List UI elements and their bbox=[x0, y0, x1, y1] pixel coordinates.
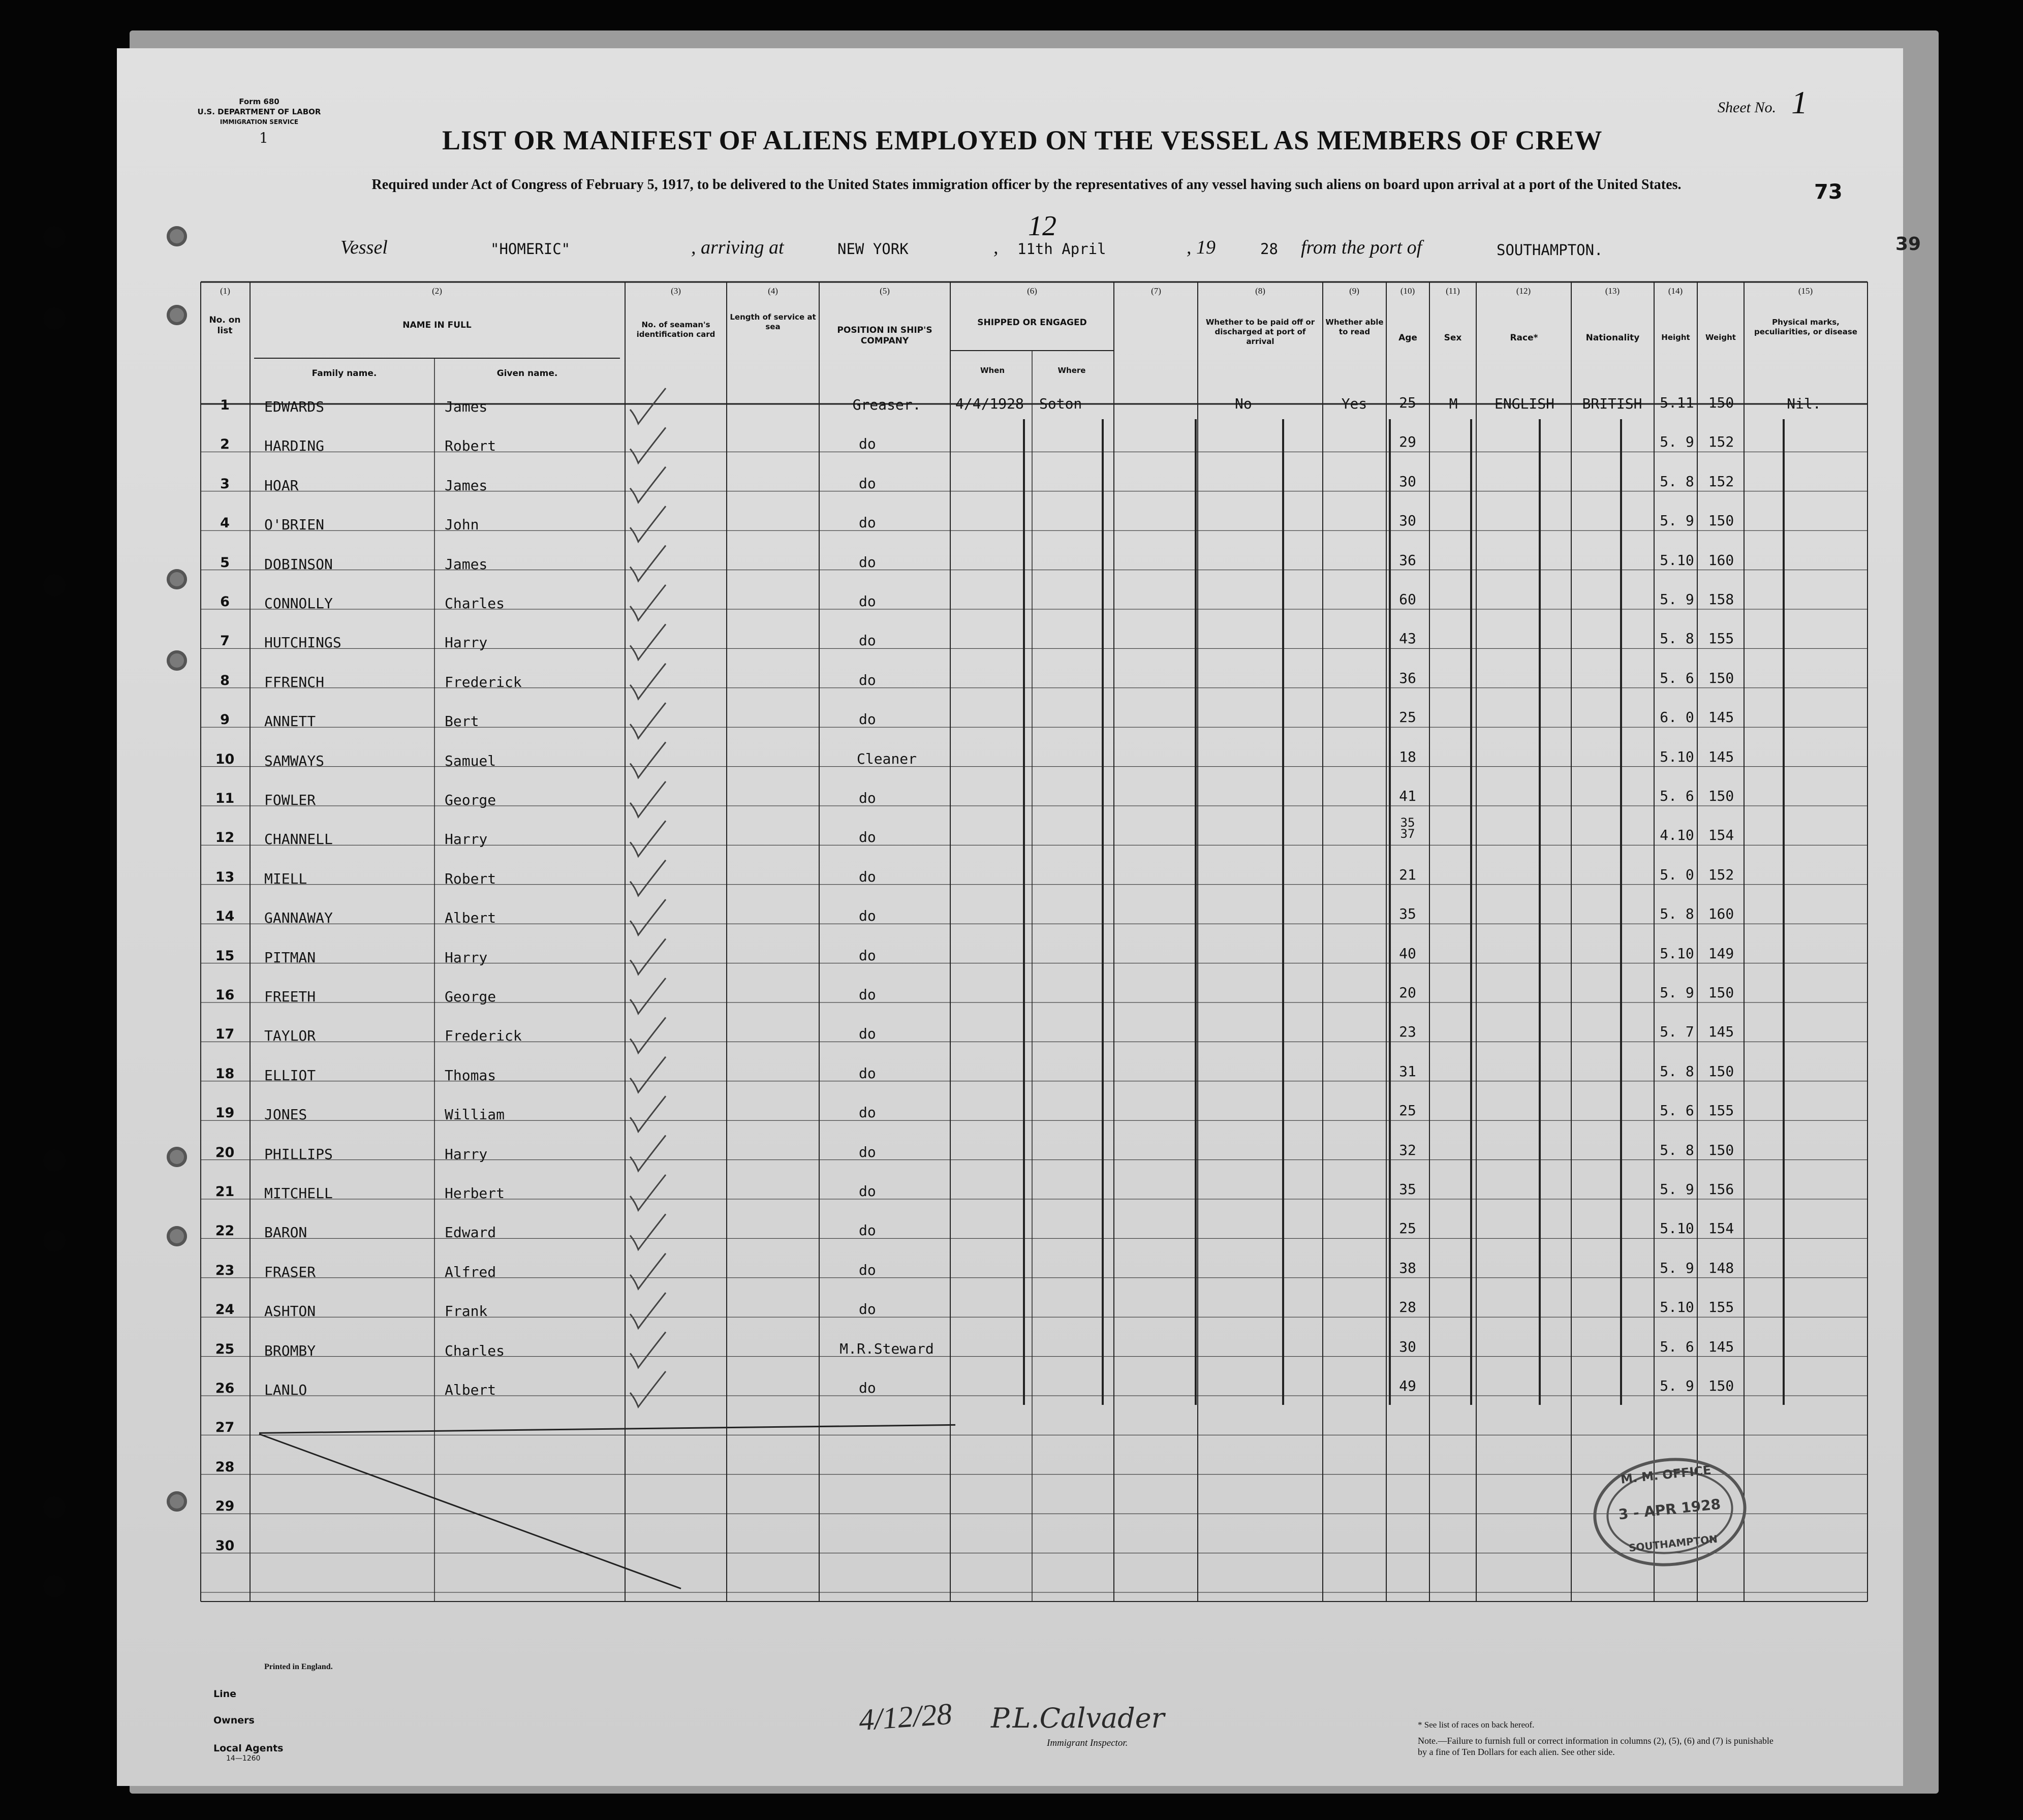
family-name-cell: BROMBY bbox=[264, 1342, 316, 1359]
column-number: (8) bbox=[1255, 286, 1265, 296]
physical-marks-cell: Nil. bbox=[1787, 395, 1821, 412]
given-name-cell: Thomas bbox=[445, 1066, 496, 1084]
checkmark-icon bbox=[630, 1057, 666, 1092]
family-name-cell: EDWARDS bbox=[264, 398, 325, 415]
height-cell: 5. 6 bbox=[1660, 788, 1694, 804]
age-cell: 25 bbox=[1399, 1102, 1416, 1119]
weight-cell: 152 bbox=[1708, 473, 1734, 490]
height-cell: 5. 9 bbox=[1660, 1259, 1694, 1276]
given-name-cell: James bbox=[445, 555, 488, 573]
age-cell: 30 bbox=[1399, 512, 1416, 529]
row-number: 23 bbox=[215, 1262, 235, 1278]
checkmark-icon bbox=[630, 860, 666, 896]
row-number: 28 bbox=[215, 1459, 235, 1475]
column-number: (3) bbox=[671, 286, 681, 296]
column-number: (14) bbox=[1668, 286, 1683, 296]
family-name-cell: HOAR bbox=[264, 477, 299, 494]
row-number: 14 bbox=[215, 908, 235, 925]
header-id-card: No. of seaman's identification card bbox=[636, 320, 715, 339]
checkmark-icon bbox=[630, 939, 666, 975]
arrival-date: 11th April bbox=[1017, 240, 1106, 258]
margin-mark: 1 bbox=[259, 130, 268, 146]
when-cell: 4/4/1928 bbox=[955, 395, 1024, 412]
position-cell: do bbox=[859, 632, 876, 649]
position-cell: Cleaner bbox=[856, 750, 917, 767]
height-cell: 5. 9 bbox=[1660, 433, 1694, 451]
given-name-cell: George bbox=[445, 792, 496, 808]
header-when: When bbox=[980, 366, 1005, 375]
position-cell: do bbox=[859, 1104, 876, 1121]
height-cell: 5. 8 bbox=[1660, 473, 1694, 490]
weight-cell: 155 bbox=[1708, 1102, 1734, 1119]
owners-label: Owners bbox=[213, 1715, 255, 1726]
header-family-name: Family name. bbox=[312, 368, 377, 379]
family-name-cell: PITMAN bbox=[264, 949, 316, 966]
penalty-note: Note.—Failure to furnish full or correct information in columns (2), (5), (6) and (7) is punishable by a fine of Ten Dollars for each alien. See other side. bbox=[1418, 1736, 1773, 1757]
height-cell: 5. 9 bbox=[1660, 512, 1694, 529]
column-number: (13) bbox=[1605, 286, 1620, 296]
weight-cell: 150 bbox=[1708, 1062, 1734, 1080]
row-number: 5 bbox=[220, 554, 230, 571]
age-cell: 20 bbox=[1399, 984, 1416, 1001]
row-number: 7 bbox=[220, 633, 230, 649]
weight-cell: 150 bbox=[1708, 788, 1734, 804]
age-cell: 30 bbox=[1399, 473, 1416, 490]
header-race: Race* bbox=[1510, 333, 1538, 343]
binder-hole bbox=[43, 1575, 66, 1597]
given-name-cell: Harry bbox=[445, 1145, 488, 1163]
row-number: 12 bbox=[215, 830, 235, 846]
arrival-port: NEW YORK bbox=[837, 240, 909, 258]
family-name-cell: BARON bbox=[264, 1224, 307, 1241]
row-number: 22 bbox=[215, 1223, 235, 1239]
height-cell: 5. 0 bbox=[1660, 866, 1694, 883]
row-number: 10 bbox=[215, 751, 235, 767]
height-cell: 5. 9 bbox=[1660, 591, 1694, 608]
position-cell: M.R.Steward bbox=[839, 1340, 934, 1357]
checkmark-icon bbox=[630, 427, 666, 463]
height-cell: 5. 7 bbox=[1660, 1023, 1694, 1041]
form-number: Form 680 bbox=[239, 97, 279, 106]
age-cell: 36 bbox=[1399, 551, 1416, 569]
column-number: (2) bbox=[432, 286, 442, 296]
row-number: 2 bbox=[220, 436, 230, 453]
column-number: (10) bbox=[1400, 286, 1415, 296]
height-cell: 5.10 bbox=[1660, 748, 1694, 765]
family-name-cell: HUTCHINGS bbox=[264, 634, 341, 651]
page-title: LIST OR MANIFEST OF ALIENS EMPLOYED ON THE VESSEL AS MEMBERS OF CREW bbox=[442, 125, 1603, 155]
weight-cell: 154 bbox=[1708, 1220, 1734, 1237]
age-cell: 30 bbox=[1399, 1338, 1416, 1355]
given-name-cell: George bbox=[445, 988, 496, 1005]
manifest-sheet bbox=[117, 48, 1921, 1786]
checkmark-icon bbox=[630, 1253, 666, 1289]
column-number: (5) bbox=[880, 286, 890, 296]
given-name-cell: Frederick bbox=[445, 673, 522, 691]
row-number: 30 bbox=[215, 1537, 235, 1554]
binder-hole bbox=[43, 226, 66, 248]
weight-cell: 150 bbox=[1708, 512, 1734, 529]
position-cell: do bbox=[859, 868, 876, 885]
position-cell: Greaser. bbox=[852, 396, 921, 413]
age-cell: 36 bbox=[1399, 669, 1416, 686]
row-number: 13 bbox=[215, 869, 235, 885]
family-name-cell: ELLIOT bbox=[264, 1066, 316, 1084]
column-number: (6) bbox=[1027, 286, 1037, 296]
agents-label: Local Agents bbox=[213, 1743, 284, 1754]
row-number: 20 bbox=[215, 1144, 235, 1160]
age-cell: 38 bbox=[1399, 1259, 1416, 1276]
height-cell: 5. 9 bbox=[1660, 1377, 1694, 1394]
row-number: 25 bbox=[215, 1341, 235, 1357]
page-number: 73 bbox=[1814, 180, 1843, 204]
height-cell: 5. 8 bbox=[1660, 630, 1694, 647]
position-cell: do bbox=[859, 1379, 876, 1396]
cancel-rule bbox=[259, 1425, 955, 1433]
arriving-label: , arriving at bbox=[691, 237, 784, 258]
family-name-cell: ASHTON bbox=[264, 1303, 316, 1320]
age-cell: 41 bbox=[1399, 788, 1416, 804]
where-cell: Soton bbox=[1039, 395, 1082, 412]
column-number: (12) bbox=[1516, 286, 1531, 296]
position-cell: do bbox=[859, 907, 876, 925]
checkmark-icon bbox=[630, 546, 666, 581]
weight-cell: 152 bbox=[1708, 433, 1734, 451]
position-cell: do bbox=[859, 1183, 876, 1200]
header-weight: Weight bbox=[1705, 333, 1736, 342]
checkmark-icon bbox=[630, 1214, 666, 1249]
weight-cell: 145 bbox=[1708, 709, 1734, 726]
height-cell: 5. 6 bbox=[1660, 669, 1694, 686]
weight-cell: 145 bbox=[1708, 1338, 1734, 1355]
age-cell: 49 bbox=[1399, 1377, 1416, 1394]
position-cell: do bbox=[859, 475, 876, 492]
department-name: U.S. DEPARTMENT OF LABOR bbox=[197, 107, 321, 116]
height-cell: 5.10 bbox=[1660, 551, 1694, 569]
given-name-cell: Albert bbox=[445, 1382, 496, 1398]
arrival-year: 28 bbox=[1260, 240, 1278, 258]
position-cell: do bbox=[859, 435, 876, 453]
family-name-cell: HARDING bbox=[264, 437, 325, 455]
header-age: Age bbox=[1398, 333, 1417, 343]
weight-cell: 158 bbox=[1708, 591, 1734, 608]
weight-cell: 150 bbox=[1708, 1141, 1734, 1158]
binder-hole bbox=[43, 574, 66, 597]
nationality-cell: BRITISH bbox=[1582, 395, 1642, 412]
weight-cell: 145 bbox=[1708, 748, 1734, 765]
row-number: 27 bbox=[215, 1420, 235, 1436]
family-name-cell: FRASER bbox=[264, 1263, 316, 1280]
given-name-cell: Harry bbox=[445, 949, 488, 966]
weight-cell: 149 bbox=[1708, 945, 1734, 962]
inspector-label: Immigrant Inspector. bbox=[1047, 1738, 1128, 1748]
vessel-name: "HOMERIC" bbox=[490, 240, 571, 258]
family-name-cell: DOBINSON bbox=[264, 555, 333, 573]
age-cell-alt: 37 bbox=[1400, 827, 1415, 841]
weight-cell: 150 bbox=[1708, 984, 1734, 1001]
row-number: 1 bbox=[220, 397, 230, 413]
header-where: Where bbox=[1057, 366, 1086, 375]
given-name-cell: James bbox=[445, 398, 488, 415]
from-port-label: from the port of bbox=[1301, 237, 1422, 258]
position-cell: do bbox=[859, 829, 876, 846]
family-name-cell: SAMWAYS bbox=[264, 752, 325, 769]
binder-hole bbox=[43, 307, 66, 330]
checkmark-icon bbox=[630, 1096, 666, 1132]
height-cell: 5. 8 bbox=[1660, 1141, 1694, 1158]
age-cell: 29 bbox=[1399, 433, 1416, 451]
given-name-cell: Albert bbox=[445, 909, 496, 927]
page-subtitle: Required under Act of Congress of February 5, 1917, to be delivered to the United States immigration officer by the representatives of any vessel having such aliens on board upon arrival at a port of the United States. bbox=[371, 177, 1682, 193]
given-name-cell: Alfred bbox=[445, 1263, 496, 1280]
stamp-office: M. M. OFFICE bbox=[1620, 1463, 1712, 1487]
checkmark-icon bbox=[630, 585, 666, 620]
given-name-cell: William bbox=[445, 1106, 505, 1123]
weight-cell: 155 bbox=[1708, 630, 1734, 647]
height-cell: 5. 8 bbox=[1660, 905, 1694, 923]
races-note: * See list of races on back hereof. bbox=[1418, 1720, 1535, 1730]
weight-cell: 156 bbox=[1708, 1181, 1734, 1198]
age-cell: 35 bbox=[1399, 905, 1416, 923]
age-cell: 43 bbox=[1399, 630, 1416, 647]
inspector-date: 4/12/28 bbox=[857, 1697, 953, 1737]
position-cell: do bbox=[859, 1064, 876, 1082]
binder-hole bbox=[43, 1230, 66, 1252]
family-name-cell: LANLO bbox=[264, 1382, 307, 1398]
position-cell: do bbox=[859, 593, 876, 610]
origin-port: SOUTHAMPTON. bbox=[1497, 241, 1603, 259]
family-name-cell: FREETH bbox=[264, 988, 316, 1005]
family-name-cell: GANNAWAY bbox=[264, 909, 333, 927]
position-cell: do bbox=[859, 1222, 876, 1239]
header-no-on-list: No. on list bbox=[209, 315, 241, 336]
position-cell: do bbox=[859, 1143, 876, 1160]
row-number: 6 bbox=[220, 594, 230, 610]
position-cell: do bbox=[859, 1261, 876, 1278]
age-cell: 28 bbox=[1399, 1299, 1416, 1316]
family-name-cell: MIELL bbox=[264, 870, 307, 887]
family-name-cell: PHILLIPS bbox=[264, 1145, 333, 1163]
given-name-cell: James bbox=[445, 477, 488, 494]
able-to-read-cell: Yes bbox=[1341, 395, 1367, 412]
row-number: 19 bbox=[215, 1105, 235, 1121]
given-name-cell: Robert bbox=[445, 437, 496, 455]
race-cell: ENGLISH bbox=[1494, 395, 1554, 412]
given-name-cell: Harry bbox=[445, 634, 488, 651]
position-cell: do bbox=[859, 1025, 876, 1043]
header-sex: Sex bbox=[1444, 333, 1462, 343]
binder-hole bbox=[43, 1149, 66, 1172]
header-position: POSITION IN SHIP'S COMPANY bbox=[837, 325, 932, 346]
weight-cell: 155 bbox=[1708, 1299, 1734, 1316]
weight-cell: 150 bbox=[1708, 669, 1734, 686]
checkmark-icon bbox=[630, 467, 666, 503]
row-number: 8 bbox=[220, 672, 230, 688]
height-cell: 5.10 bbox=[1660, 1220, 1694, 1237]
row-number: 18 bbox=[215, 1065, 235, 1082]
sheet-number: 1 bbox=[1791, 84, 1808, 120]
handwritten-date: 12 bbox=[1028, 210, 1056, 242]
age-cell: 35 bbox=[1399, 1181, 1416, 1198]
age-cell: 32 bbox=[1399, 1141, 1416, 1158]
given-name-cell: Samuel bbox=[445, 752, 496, 769]
stamp-date: 3 - APR 1928 bbox=[1617, 1495, 1722, 1523]
height-cell: 5. 9 bbox=[1660, 1181, 1694, 1198]
weight-cell: 154 bbox=[1708, 827, 1734, 844]
given-name-cell: Robert bbox=[445, 870, 496, 887]
position-cell: do bbox=[859, 1301, 876, 1318]
printer-note: Printed in England. bbox=[264, 1662, 333, 1671]
height-cell: 5. 6 bbox=[1660, 1338, 1694, 1355]
checkmark-icon bbox=[630, 703, 666, 738]
given-name-cell: Charles bbox=[445, 595, 505, 612]
row-number: 16 bbox=[215, 987, 235, 1003]
given-name-cell: Frank bbox=[445, 1303, 488, 1320]
row-number: 24 bbox=[215, 1302, 235, 1318]
column-number: (11) bbox=[1446, 286, 1460, 296]
column-number: (7) bbox=[1151, 286, 1161, 296]
given-name-cell: Frederick bbox=[445, 1027, 522, 1045]
position-cell: do bbox=[859, 986, 876, 1003]
height-cell: 4.10 bbox=[1660, 827, 1694, 844]
given-name-cell: Edward bbox=[445, 1224, 496, 1241]
edge-number: 39 bbox=[1895, 234, 1921, 255]
height-cell: 5. 8 bbox=[1660, 1062, 1694, 1080]
checkmark-icon bbox=[630, 506, 666, 542]
age-cell: 35 bbox=[1400, 815, 1415, 830]
column-number: (1) bbox=[220, 286, 230, 296]
checkmark-icon bbox=[630, 1017, 666, 1053]
row-number: 15 bbox=[215, 948, 235, 964]
age-cell: 60 bbox=[1399, 591, 1416, 608]
checkmark-icon bbox=[630, 781, 666, 817]
year-label: , 19 bbox=[1187, 237, 1216, 258]
given-name-cell: Harry bbox=[445, 831, 488, 848]
age-cell: 31 bbox=[1399, 1062, 1416, 1080]
checkmark-icon bbox=[630, 899, 666, 935]
row-number: 4 bbox=[220, 515, 230, 531]
family-name-cell: MITCHELL bbox=[264, 1185, 333, 1202]
position-cell: do bbox=[859, 790, 876, 806]
checkmark-icon bbox=[630, 978, 666, 1014]
age-cell: 25 bbox=[1399, 709, 1416, 726]
weight-cell: 160 bbox=[1708, 551, 1734, 569]
given-name-cell: John bbox=[445, 516, 479, 534]
family-name-cell: CONNOLLY bbox=[264, 595, 333, 612]
header-paid-off: Whether to be paid off or discharged at port of arrival bbox=[1205, 318, 1315, 346]
position-cell: do bbox=[859, 671, 876, 688]
checkmark-icon bbox=[630, 1136, 666, 1171]
date-separator: , bbox=[993, 237, 999, 258]
weight-cell: 150 bbox=[1708, 1377, 1734, 1394]
row-number: 17 bbox=[215, 1026, 235, 1043]
weight-cell: 145 bbox=[1708, 1023, 1734, 1041]
header-physical-marks: Physical marks, peculiarities, or disease bbox=[1754, 318, 1857, 336]
weight-cell: 150 bbox=[1708, 394, 1734, 411]
checkmark-icon bbox=[630, 742, 666, 778]
service-name: IMMIGRATION SERVICE bbox=[220, 118, 299, 125]
row-number: 11 bbox=[215, 791, 235, 806]
given-name-cell: Herbert bbox=[445, 1185, 505, 1202]
header-name-in-full: NAME IN FULL bbox=[402, 320, 472, 330]
weight-cell: 152 bbox=[1708, 866, 1734, 883]
paid-off-cell: No bbox=[1235, 395, 1252, 412]
checkmark-icon bbox=[630, 664, 666, 699]
line-label: Line bbox=[213, 1688, 237, 1700]
column-number: (4) bbox=[768, 286, 778, 296]
row-number: 26 bbox=[215, 1380, 235, 1396]
position-cell: do bbox=[859, 553, 876, 571]
age-cell: 40 bbox=[1399, 945, 1416, 962]
cancel-diagonal bbox=[259, 1434, 681, 1588]
weight-cell: 160 bbox=[1708, 905, 1734, 923]
checkmark-icon bbox=[630, 624, 666, 660]
checkmark-icon bbox=[630, 1332, 666, 1368]
row-number: 21 bbox=[215, 1184, 235, 1200]
row-number: 29 bbox=[215, 1498, 235, 1515]
header-height: Height bbox=[1661, 333, 1690, 342]
header-nationality: Nationality bbox=[1585, 333, 1640, 343]
checkmark-icon bbox=[630, 1293, 666, 1328]
height-cell: 5.10 bbox=[1660, 1299, 1694, 1316]
height-cell: 5. 9 bbox=[1660, 984, 1694, 1001]
height-cell: 5. 6 bbox=[1660, 1102, 1694, 1119]
sheet-label: Sheet No. bbox=[1718, 99, 1776, 116]
checkmark-icon bbox=[630, 1371, 666, 1407]
checkmark-icon bbox=[630, 388, 666, 424]
header-able-to-read: Whether able to read bbox=[1325, 318, 1384, 336]
inspector-signature: P.L.Calvader bbox=[991, 1702, 1165, 1734]
row-number: 3 bbox=[220, 476, 230, 492]
weight-cell: 148 bbox=[1708, 1259, 1734, 1276]
age-cell: 18 bbox=[1399, 748, 1416, 765]
height-cell: 6. 0 bbox=[1660, 709, 1694, 726]
sex-cell: M bbox=[1449, 395, 1458, 412]
header-given-name: Given name. bbox=[496, 368, 558, 379]
form-code: 14—1260 bbox=[226, 1754, 261, 1763]
family-name-cell: CHANNELL bbox=[264, 831, 333, 848]
position-cell: do bbox=[859, 947, 876, 964]
header-shipped-engaged: SHIPPED OR ENGAGED bbox=[977, 318, 1087, 328]
given-name-cell: Charles bbox=[445, 1342, 505, 1359]
family-name-cell: JONES bbox=[264, 1106, 307, 1123]
family-name-cell: ANNETT bbox=[264, 713, 316, 730]
height-cell: 5.11 bbox=[1660, 394, 1694, 411]
given-name-cell: Bert bbox=[445, 713, 479, 730]
column-number: (15) bbox=[1798, 286, 1813, 296]
family-name-cell: FOWLER bbox=[264, 792, 316, 808]
family-name-cell: O'BRIEN bbox=[264, 516, 325, 534]
checkmark-icon bbox=[630, 1175, 666, 1210]
age-cell: 21 bbox=[1399, 866, 1416, 883]
position-cell: do bbox=[859, 711, 876, 728]
family-name-cell: TAYLOR bbox=[264, 1027, 316, 1045]
age-cell: 23 bbox=[1399, 1023, 1416, 1041]
height-cell: 5.10 bbox=[1660, 945, 1694, 962]
age-cell: 25 bbox=[1399, 394, 1416, 411]
binder-hole bbox=[43, 1496, 66, 1519]
position-cell: do bbox=[859, 514, 876, 531]
checkmark-icon bbox=[630, 821, 666, 856]
header-length-service: Length of service at sea bbox=[730, 312, 816, 331]
row-number: 9 bbox=[220, 712, 230, 728]
family-name-cell: FFRENCH bbox=[264, 673, 325, 691]
vessel-label: Vessel bbox=[340, 237, 388, 258]
column-number: (9) bbox=[1349, 286, 1359, 296]
stamp-location: SOUTHAMPTON bbox=[1628, 1532, 1718, 1554]
age-cell: 25 bbox=[1399, 1220, 1416, 1237]
